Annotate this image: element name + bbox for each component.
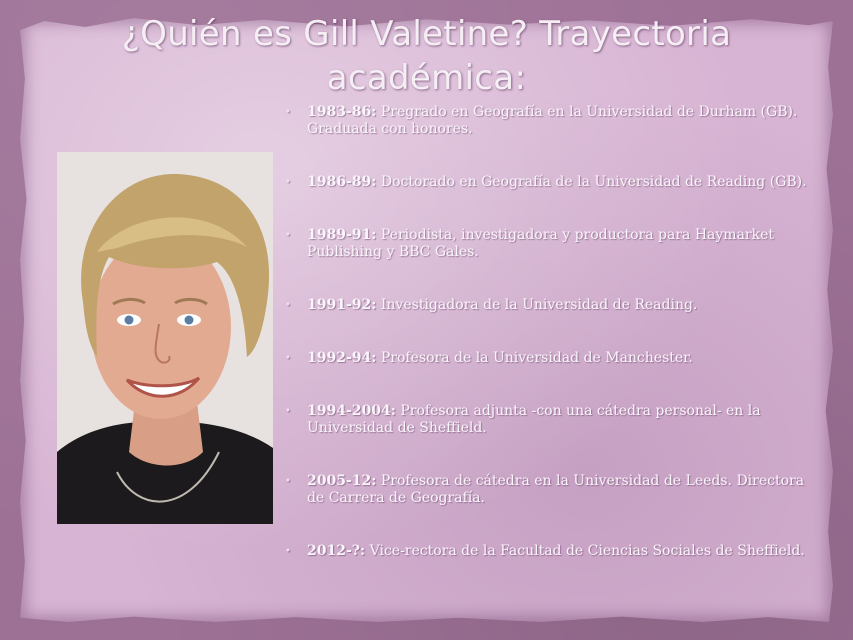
timeline-item [284,473,814,507]
bullet-icon: • [285,353,291,364]
timeline-text: Profesora de la Universidad de Manchester. [376,350,693,366]
timeline-years: 2012-?: [307,543,366,559]
career-timeline [284,104,814,596]
timeline-text: Pregrado en Geografía en la Universidad de Durham (GB). Graduada con honores. [307,104,798,137]
slide-title [40,12,813,100]
timeline-text: Vice-rectora de la Facultad de Ciencias Sociales de Sheffield. [365,543,805,559]
timeline-text: Investigadora de la Universidad de Reading. [376,297,698,313]
bullet-icon: • [285,230,291,241]
title-line-1: ¿Quién es Gill Valetine? Trayectoria [121,14,732,54]
timeline-item [284,403,814,437]
timeline-years: 1992-94: [307,350,377,366]
timeline-item [284,227,814,261]
bullet-icon: • [285,300,291,311]
timeline-item [284,104,814,138]
timeline-text: Profesora adjunta -con una cátedra personal- en la Universidad de Sheffield. [307,403,761,436]
portrait-image [57,152,273,524]
timeline-text: Profesora de cátedra en la Universidad de Leeds. Directora de Carrera de Geografía. [307,473,805,506]
timeline-years: 1986-89: [307,174,377,190]
timeline-years: 1994-2004: [307,403,396,419]
bullet-icon: • [285,546,291,557]
timeline-item [284,543,814,560]
timeline-item [284,297,814,314]
timeline-years: 2005-12: [307,473,377,489]
bullet-icon: • [285,107,291,118]
timeline-text: Doctorado en Geografía de la Universidad de Reading (GB). [376,174,807,190]
bullet-icon: • [285,177,291,188]
bullet-icon: • [285,476,291,487]
timeline-years: 1989-91: [307,227,377,243]
timeline-item [284,174,814,191]
timeline-years: 1983-86: [307,104,377,120]
timeline-item [284,350,814,367]
timeline-text: Periodista, investigadora y productora para Haymarket Publishing y BBC Gales. [307,227,775,260]
portrait-photo [57,152,273,524]
timeline-years: 1991-92: [307,297,377,313]
bullet-icon: • [285,406,291,417]
title-line-2: académica: [326,58,527,98]
